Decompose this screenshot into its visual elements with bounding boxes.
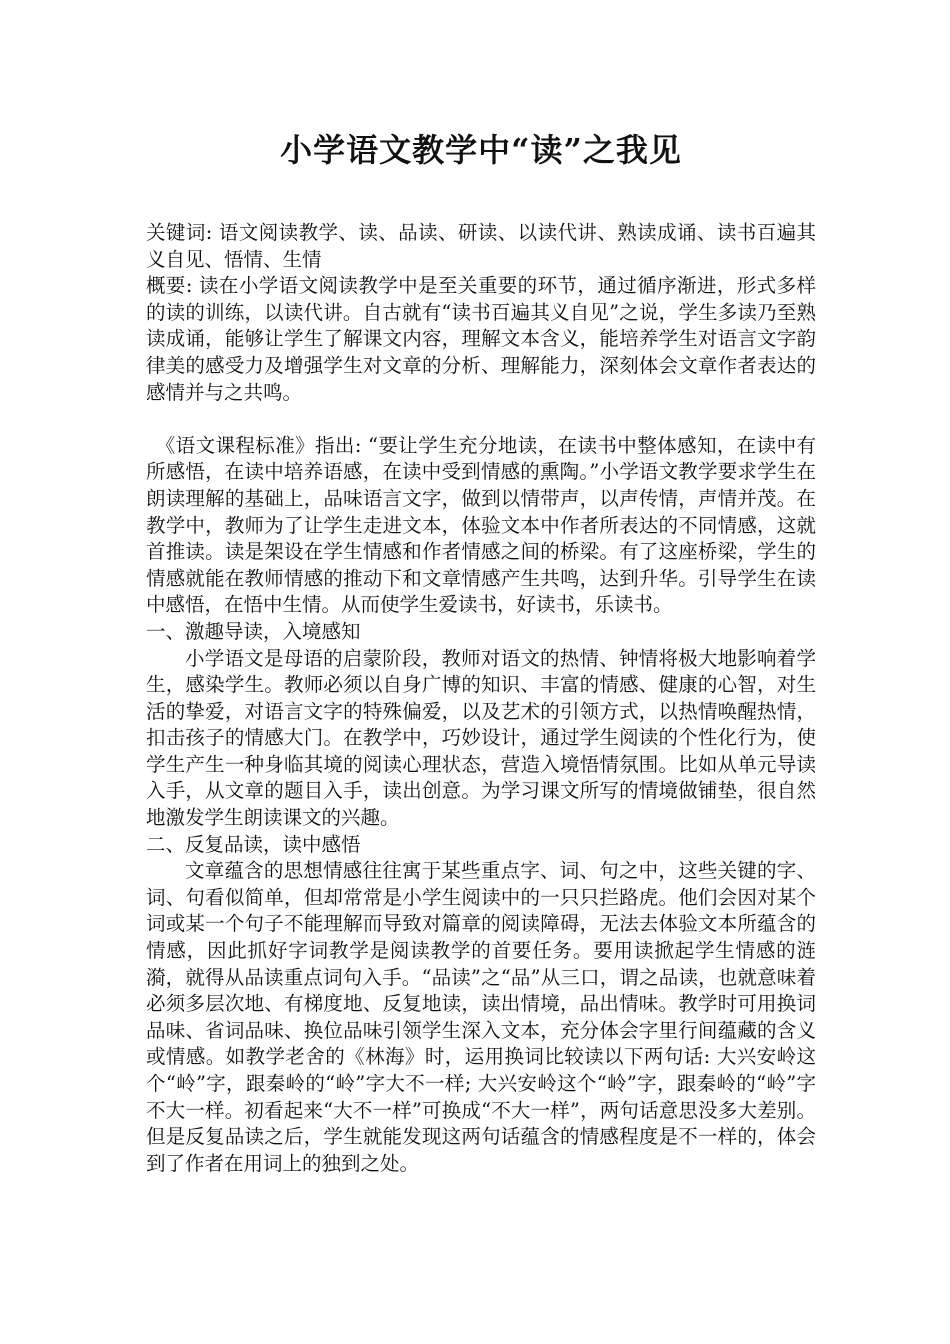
abstract-paragraph: 概要: 读在小学语文阅读教学中是至关重要的环节，通过循序渐进，形式多样的读的训练，以读代讲。自古就有“读书百遍其义自见”之说，学生多读乃至熟读成诵，能够让学生了解课文内容，理解文本含义，能培养学生对语言文字韵律美的感受力及增强学生对文章的分析、理解能力，深刻体会文章作者表达的感情并与之共鸣。 <box>146 274 816 404</box>
intro-paragraph: 《语文课程标准》指出: “要让学生充分地读，在读书中整体感知，在读中有所感悟，在读中培养语感，在读中受到情感的熏陶。”小学语文教学要求学生在朗读理解的基础上，品味语言文字，做到以情带声，以声传情，声情并茂。在教学中，教师为了让学生走进文本，体验文本中作者所表达的不同情感，这就首推读。读是架设在学生情感和作者情感之间的桥梁。有了这座桥梁，学生的情感就能在教师情感的推动下和文章情感产生共鸣，达到升华。引导学生在读中感悟，在悟中生情。从而使学生爱读书，好读书，乐读书。 <box>146 433 816 617</box>
section-heading-1: 一、激趣导读，入境感知 <box>146 619 361 643</box>
document-body <box>146 220 816 1177</box>
page-title: 小学语文教学中“读”之我见 <box>280 131 682 169</box>
paragraph-spacer <box>146 406 816 433</box>
keywords-paragraph: 关键词: 语文阅读教学、读、品读、研读、以读代讲、熟读成诵、读书百遍其义自见、悟情、生情 <box>146 221 816 271</box>
section-body-1: 小学语文是母语的启蒙阶段，教师对语文的热情、钟情将极大地影响着学生，感染学生。教师必须以自身广博的知识、丰富的情感、健康的心智，对生活的挚爱，对语言文字的特殊偏爱，以及艺术的引领方式，以热情唤醒热情，扣击孩子的情感大门。在教学中，巧妙设计，通过学生阅读的个性化行为，使学生产生一种身临其境的阅读心理状态，营造入境悟情氛围。比如从单元导读入手，从文章的题目入手，读出创意。为学习课文所写的情境做铺垫，很自然地激发学生朗读课文的兴趣。 <box>146 646 816 830</box>
section-heading-2: 二、反复品读，读中感悟 <box>146 832 361 856</box>
section-body-2: 文章蕴含的思想情感往往寓于某些重点字、词、句之中，这些关键的字、词、句看似简单，但却常常是小学生阅读中的一只只拦路虎。他们会因对某个词或某一个句子不能理解而导致对篇章的阅读障碍，无法去体验文本所蕴含的情感，因此抓好字词教学是阅读教学的首要任务。要用读掀起学生情感的涟漪，就得从品读重点词句入手。“品读”之“品”从三口，谓之品读，也就意味着必须多层次地、有梯度地、反复地读，读出情境，品出情味。教学时可用换词品味、省词品味、换位品味引领学生深入文本，充分体会字里行间蕴藏的含义或情感。如教学老舍的《林海》时，运用换词比较读以下两句话: 大兴安岭这个“岭”字，跟秦岭的“岭”字大不一样; 大兴安岭这个“岭”字，跟秦岭的“岭”字不大一样。初看起来“大不一样”可换成“不大一样”，两句话意思没多大差别。但是反复品读之后，学生就能发现这两句话蕴含的情感程度是不一样的，体会到了作者在用词上的独到之处。 <box>146 859 816 1175</box>
